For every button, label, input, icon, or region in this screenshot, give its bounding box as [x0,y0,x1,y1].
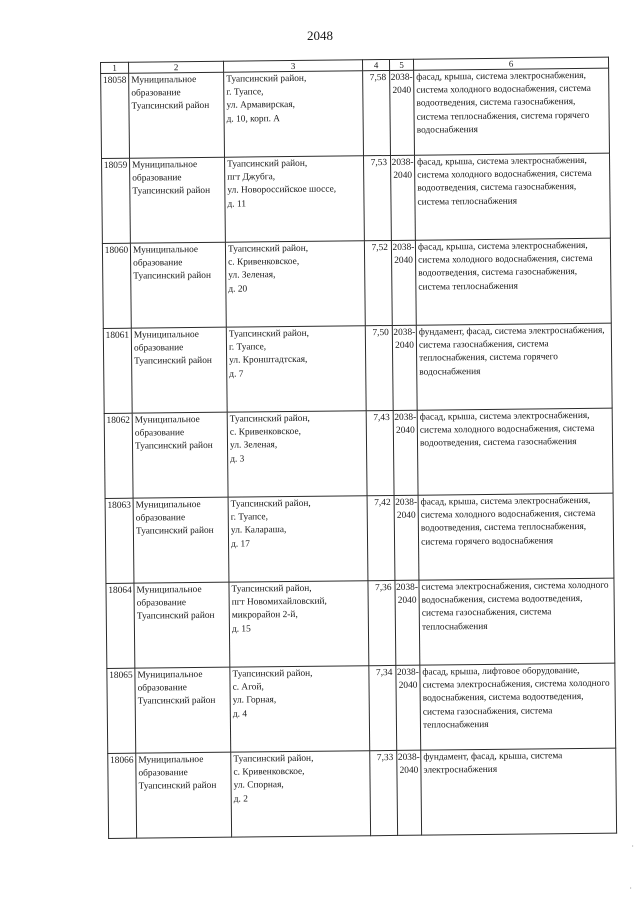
municipality-line: образование [132,173,182,184]
record-number: 18058 [101,73,130,158]
address-line: микрорайон 2-й, [231,610,298,622]
municipality-line: образование [133,343,184,354]
address-line: д. 20 [228,284,248,295]
area-value: 7,42 [367,495,395,580]
municipality-line: Туапсинский район [138,781,217,793]
period-line: 2040 [394,255,414,267]
table-row [104,408,613,498]
address-line: ул. Горная, [232,695,277,707]
municipality-line: Муниципальное [134,414,200,426]
column-header: 2 [129,61,224,73]
address-cell [230,666,370,752]
period-cell [390,155,415,240]
works-list: фасад, крыша, система электроснабжения, система холодного водоснабжения, система водоотведения, система теплоснабжения, система горячего водоснабжения [418,493,614,580]
municipality-line: образование [135,513,186,524]
municipality-line: образование [133,258,183,269]
address-cell [224,71,364,157]
municipality-line: Муниципальное [136,584,202,596]
period-line: 2038- [395,497,418,508]
period-cell [393,410,418,495]
period-cell [392,325,417,410]
address-line: ул. Зеленая, [229,440,278,452]
period-line: 2040 [399,765,419,777]
municipality-line: Туапсинский район [134,356,212,368]
municipality-cell [133,497,229,583]
municipality-line: Туапсинский район [132,186,211,198]
table-row [106,578,615,668]
municipality-line: Туапсинский район [133,271,212,283]
period-line: 2038- [391,157,414,168]
column-header: 1 [101,62,129,73]
municipality-line: Муниципальное [133,329,199,341]
period-cell [390,70,415,155]
municipality-line: Муниципальное [132,159,198,171]
period-cell [396,665,421,750]
period-line: 2038- [392,242,415,253]
period-line: 2038- [397,752,420,763]
period-cell [394,495,419,580]
record-number: 18061 [103,328,132,413]
address-line: с. Агой, [232,682,264,693]
period-line: 2040 [396,510,416,522]
table-row [103,323,612,413]
works-list: система электроснабжения, система холодного водоснабжения, система водоотведения, система газоснабжения, система теплоснабжения [419,578,615,665]
column-header: 4 [362,59,389,70]
works-list: фасад, крыша, система электроснабжения, система холодного водоснабжения, система водоотведения, система газоснабжения, система теплоснабжения [415,238,611,325]
period-line: 2038- [390,72,413,83]
municipality-cell [131,327,227,413]
address-line: с. Кривенковское, [228,257,300,268]
address-line: д. 2 [233,794,248,805]
address-line: г. Туапсе, [230,512,268,523]
address-line: д. 10, корп. А [226,113,281,125]
margin-mark: · [629,884,632,893]
margin-mark: · [631,842,634,851]
record-number: 18062 [104,413,133,498]
address-line: Туапсинский район, [227,158,308,170]
period-line: 2038- [396,582,419,593]
municipality-line: Муниципальное [132,244,199,256]
works-list: фундамент, фасад, система электроснабжения, система газоснабжения, система теплоснабжения, система горячего водоснабжения [416,323,612,410]
address-line: д. 4 [232,709,248,720]
period-line: 2040 [395,340,414,352]
municipality-line: Туапсинский район [131,101,210,113]
municipality-line: образование [134,428,185,439]
register-table [100,57,617,839]
address-line: ул. Новороссийское шоссе, [227,184,337,197]
municipality-cell [130,242,226,328]
municipality-line: образование [131,88,181,99]
period-cell [397,750,422,835]
period-cell [391,240,416,325]
address-line: Туапсинский район, [231,583,312,595]
address-line: с. Кривенковское, [233,767,305,778]
record-number: 18065 [107,668,136,753]
address-line: ул. Кронштадтская, [229,355,308,367]
table-row [102,238,611,328]
period-line: 2040 [398,680,418,692]
address-line: Туапсинский район, [228,328,310,340]
municipality-line: образование [137,683,187,694]
address-line: Туапсинский район, [230,498,311,510]
address-line: с. Кривенковское, [229,427,301,438]
municipality-line: образование [138,768,188,779]
page-number: 2048 [307,28,333,43]
period-line: 2040 [397,595,417,607]
address-line: Туапсинский район, [232,668,313,680]
address-line: ул. Зеленая, [228,270,276,282]
area-value: 7,52 [364,240,392,325]
address-line: ул. Калараша, [230,525,287,537]
area-value: 7,36 [368,580,396,665]
address-line: д. 17 [231,539,250,550]
column-header: 6 [413,57,608,70]
area-value: 7,53 [363,155,391,240]
municipality-line: Муниципальное [138,754,204,766]
address-cell [229,581,369,667]
municipality-cell [134,582,230,668]
works-list: фасад, крыша, система электроснабжения, система холодного водоснабжения, система водоотведения, система газоснабжения, система теплоснабжения, система горячего водоснабжения [414,68,610,155]
table-row [105,493,614,583]
address-line: Туапсинский район, [229,413,310,425]
municipality-line: Муниципальное [137,669,203,681]
period-line: 2040 [393,170,413,182]
record-number: 18064 [106,583,135,668]
works-list: фундамент, фасад, крыша, система электроснабжения [421,748,617,835]
period-cell [395,580,420,665]
municipality-cell [130,157,226,243]
municipality-cell [132,412,228,498]
address-line: д. 15 [231,624,251,635]
works-list: фасад, крыша, система электроснабжения, система холодного водоснабжения, система водоотведения, система газоснабжения, система теплоснабжения [414,153,610,240]
record-number: 18066 [108,753,137,838]
address-line: пгт Джубга, [227,172,276,183]
table-container [100,57,617,839]
municipality-cell [136,752,232,838]
address-line: д. 11 [227,199,247,210]
table-row [102,153,611,243]
address-line: Туапсинский район, [227,243,309,255]
address-cell [228,496,368,582]
table-body [101,68,617,838]
area-value: 7,43 [366,410,394,495]
area-value: 7,50 [365,325,393,410]
address-line: г. Туапсе, [228,342,267,353]
address-line: ул. Спорная, [233,780,284,792]
municipality-line: Туапсинский район [136,611,215,623]
period-line: 2038- [394,412,417,423]
area-value: 7,58 [363,70,391,155]
period-line: 2038- [396,667,419,678]
municipality-line: Муниципальное [135,499,201,511]
period-line: 2040 [395,425,415,437]
municipality-line: Туапсинский район [134,441,213,453]
area-value: 7,34 [369,665,397,750]
table-row [101,68,610,158]
address-cell [225,156,365,242]
table-row [107,663,616,753]
column-header: 5 [389,59,413,70]
column-header: 3 [223,60,362,72]
address-line: г. Туапсе, [226,87,264,98]
address-cell [225,241,365,327]
address-line: д. 7 [229,369,244,380]
municipality-cell [135,667,231,753]
municipality-line: Туапсинский район [137,696,216,708]
works-list: фасад, крыша, система электроснабжения, система холодного водоснабжения, система водоотведения, система газоснабжения [417,408,613,495]
address-line: Туапсинский район, [226,73,307,85]
municipality-line: Туапсинский район [135,526,214,538]
period-line: 2040 [392,85,412,97]
address-line: д. 3 [230,454,245,465]
area-value: 7,33 [370,750,398,835]
record-number: 18059 [102,158,131,243]
municipality-line: Муниципальное [131,74,197,86]
address-line: Туапсинский район, [233,753,314,765]
address-cell [226,326,366,412]
table-row [108,748,617,838]
municipality-cell [129,72,225,158]
address-line: пгт Новомихайловский, [231,596,327,608]
record-number: 18060 [102,243,131,328]
record-number: 18063 [105,498,134,583]
works-list: фасад, крыша, лифтовое оборудование, система электроснабжения, система холодного водоснабжения, система водоотведения, система газоснабжения, система теплоснабжения [420,663,616,750]
address-line: ул. Армавирская, [226,100,296,112]
address-cell [231,751,371,837]
municipality-line: образование [136,598,187,609]
period-line: 2038- [393,327,416,338]
address-cell [227,411,367,497]
